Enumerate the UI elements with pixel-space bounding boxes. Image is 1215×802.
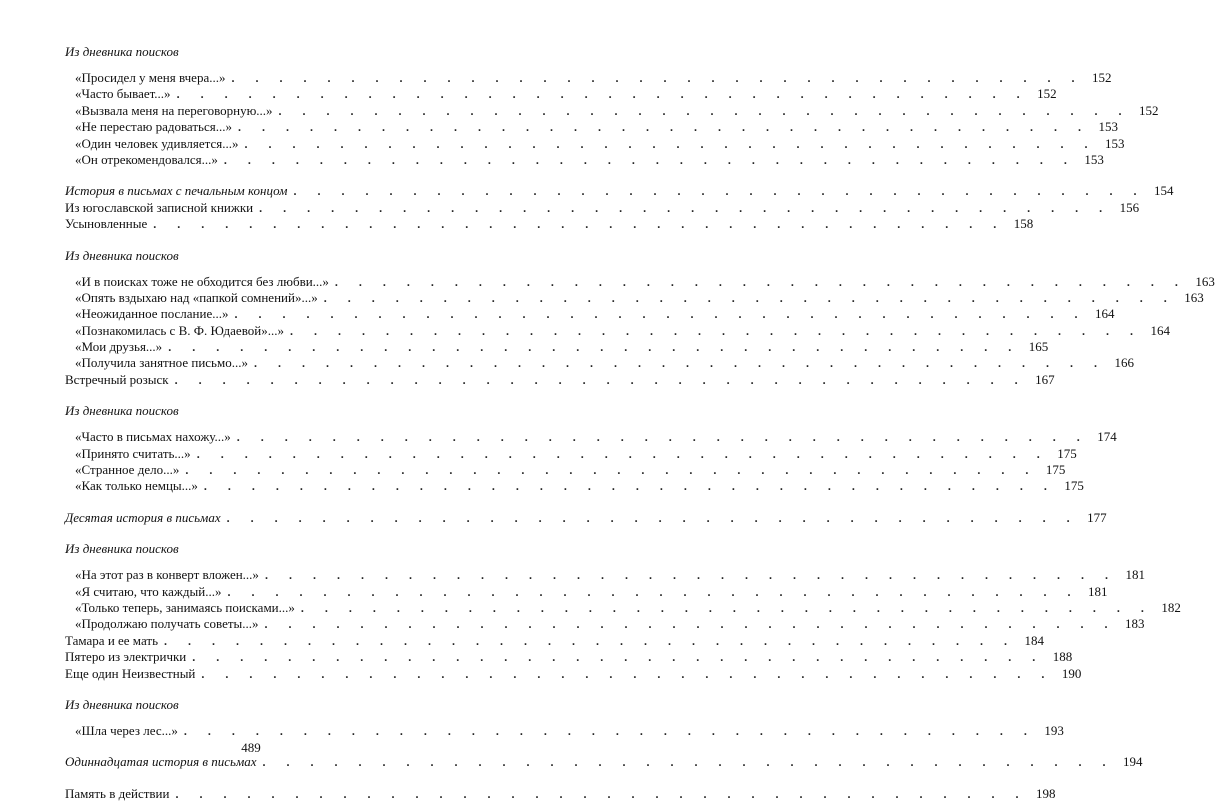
toc-entry[interactable] <box>65 135 1125 152</box>
dot-leader: . . . . . . . . . . . . . . . . . . . . . . . . . . . . . . . . . . . . <box>168 340 1021 355</box>
toc-entry-title: «Я считаю, что каждый...» <box>75 583 222 599</box>
dot-leader: . . . . . . . . . . . . . . . . . . . . . . . . . . . . . . . . . . . . <box>226 510 1079 525</box>
toc-entry[interactable] <box>65 509 1107 526</box>
dot-leader: . . . . . . . . . . . . . . . . . . . . . . . . . . . . . . . . . . . . <box>203 479 1056 494</box>
dot-leader: . . . . . . . . . . . . . . . . . . . . . . . . . . . . . . . . . . . . <box>264 568 1117 583</box>
toc-entry-title: Десятая история в письмах <box>65 509 221 525</box>
dot-leader: . . . . . . . . . . . . . . . . . . . . . . . . . . . . . . . . . . . . <box>192 650 1045 665</box>
dot-leader: . . . . . . . . . . . . . . . . . . . . . . . . . . . . . . . . . . . . <box>201 666 1054 681</box>
toc-entry-title: Еще один Неизвестный <box>65 665 196 681</box>
toc-entry-page: 152 <box>1037 86 1057 102</box>
toc-entry-title: «Просидел у меня вчера...» <box>75 70 226 85</box>
table-of-contents <box>65 44 1215 802</box>
toc-entry[interactable] <box>65 429 1117 445</box>
section-gap <box>65 168 435 183</box>
dot-leader: . . . . . . . . . . . . . . . . . . . . . . . . . . . . . . . . . . . . <box>262 755 1115 770</box>
toc-entry-title: «Познакомилась с В. Ф. Юдаевой»...» <box>75 322 284 338</box>
dot-leader: . . . . . . . . . . . . . . . . . . . . . . . . . . . . . . . . . . . . <box>234 307 1087 322</box>
section-gap <box>65 388 435 403</box>
toc-entry-page: 152 <box>1139 102 1159 118</box>
toc-entry[interactable] <box>65 445 1077 462</box>
dot-leader: . . . . . . . . . . . . . . . . . . . . . . . . . . . . . . . . . . . . <box>185 463 1038 478</box>
toc-entry-page: 190 <box>1061 665 1082 681</box>
toc-entry-title: «Принято считать...» <box>75 445 191 461</box>
section-heading: Из дневника поисков <box>65 247 179 263</box>
toc-entry[interactable] <box>65 355 1134 371</box>
section-heading: Из дневника поисков <box>65 403 179 419</box>
toc-entry-title: «Опять вздыхаю над «папкой сомнений»...» <box>75 289 318 305</box>
dot-leader: . . . . . . . . . . . . . . . . . . . . . . . . . . . . . . . . . . . . <box>259 200 1112 215</box>
heading-gap <box>65 60 435 70</box>
dot-leader: . . . . . . . . . . . . . . . . . . . . . . . . . . . . . . . . . . . . <box>175 786 1028 801</box>
toc-entry[interactable] <box>65 322 1170 339</box>
dot-leader: . . . . . . . . . . . . . . . . . . . . . . . . . . . . . . . . . . . . <box>253 356 1106 371</box>
toc-entry-title: «На этот раз в конверт вложен...» <box>75 567 259 583</box>
toc-entry-page: 175 <box>1064 478 1084 494</box>
toc-entry-page: 167 <box>1035 371 1055 387</box>
toc-entry[interactable] <box>65 199 1140 216</box>
toc-entry[interactable] <box>65 722 1064 739</box>
dot-leader: . . . . . . . . . . . . . . . . . . . . . . . . . . . . . . . . . . . . <box>293 184 1146 199</box>
toc-entry-page: 153 <box>1104 135 1125 151</box>
toc-entry-title: «Шла через лес...» <box>75 722 178 738</box>
dot-leader: . . . . . . . . . . . . . . . . . . . . . . . . . . . . . . . . . . . . <box>237 120 1090 135</box>
toc-entry-title: Память в действии <box>65 785 170 801</box>
toc-entry-page: 183 <box>1125 616 1145 632</box>
dot-leader: . . . . . . . . . . . . . . . . . . . . . . . . . . . . . . . . . . . . <box>278 103 1131 118</box>
dot-leader: . . . . . . . . . . . . . . . . . . . . . . . . . . . . . . . . . . . . <box>164 633 1016 648</box>
toc-entry[interactable] <box>65 665 1082 682</box>
toc-entry-title: История в письмах с печальным концом <box>65 183 288 199</box>
dot-leader: . . . . . . . . . . . . . . . . . . . . . . . . . . . . . . . . . . . . <box>323 290 1176 305</box>
toc-entry[interactable] <box>65 306 1115 322</box>
page-number: 489 <box>241 740 261 755</box>
toc-entry-title: «Как только немцы...» <box>75 478 198 494</box>
toc-entry-page: 163 <box>1184 289 1204 305</box>
toc-entry[interactable] <box>65 616 1145 632</box>
toc-entry[interactable] <box>65 273 1215 290</box>
toc-entry-title: «Мои друзья...» <box>75 339 163 355</box>
dot-leader: . . . . . . . . . . . . . . . . . . . . . . . . . . . . . . . . . . . . <box>236 430 1089 445</box>
toc-entry-page: 154 <box>1153 183 1174 199</box>
toc-entry[interactable] <box>65 216 1034 232</box>
dot-leader: . . . . . . . . . . . . . . . . . . . . . . . . . . . . . . . . . . . . <box>289 323 1142 338</box>
toc-entry-title: Встречный розыск <box>65 371 169 387</box>
toc-entry-title: «Продолжаю получать советы...» <box>75 616 259 632</box>
toc-entry-page: 156 <box>1119 199 1140 215</box>
toc-entry-page: 165 <box>1028 339 1049 355</box>
dot-leader: . . . . . . . . . . . . . . . . . . . . . . . . . . . . . . . . . . . . <box>153 217 1006 232</box>
toc-entry-title: «Часто бывает...» <box>75 86 171 102</box>
dot-leader: . . . . . . . . . . . . . . . . . . . . . . . . . . . . . . . . . . . . <box>174 372 1027 387</box>
toc-entry[interactable] <box>65 86 1057 102</box>
toc-entry-page: 193 <box>1044 722 1064 738</box>
section-heading: Из дневника поисков <box>65 541 179 557</box>
toc-entry-page: 164 <box>1095 306 1115 322</box>
toc-entry-page: 153 <box>1084 151 1104 167</box>
dot-leader: . . . . . . . . . . . . . . . . . . . . . . . . . . . . . . . . . . . . <box>223 152 1076 167</box>
toc-entry[interactable] <box>65 119 1118 135</box>
toc-entry-page: 177 <box>1087 509 1107 525</box>
dot-leader: . . . . . . . . . . . . . . . . . . . . . . . . . . . . . . . . . . . . <box>334 274 1187 289</box>
toc-entry-page: 153 <box>1098 119 1118 135</box>
toc-entry-page: 175 <box>1057 445 1077 461</box>
toc-entry-page: 198 <box>1035 785 1056 801</box>
toc-entry-title: «Получила занятное письмо...» <box>75 355 248 371</box>
toc-entry[interactable] <box>65 151 1104 168</box>
toc-entry-title: «Странное дело...» <box>75 462 180 478</box>
toc-entry-title: «Неожиданное послание...» <box>75 306 229 322</box>
toc-entry[interactable] <box>65 462 1066 478</box>
section-heading: Из дневника поисков <box>65 696 179 712</box>
dot-leader: . . . . . . . . . . . . . . . . . . . . . . . . . . . . . . . . . . . . <box>231 71 1084 85</box>
section-gap <box>65 682 435 697</box>
toc-entry[interactable] <box>65 371 1055 388</box>
toc-entry[interactable] <box>65 583 1108 600</box>
toc-entry-page: 182 <box>1161 599 1181 615</box>
toc-entry-title: «Не перестаю радоваться...» <box>75 119 232 135</box>
section-gap <box>65 526 435 541</box>
toc-entry[interactable] <box>65 339 1049 355</box>
toc-entry[interactable] <box>65 599 1181 616</box>
dot-leader: . . . . . . . . . . . . . . . . . . . . . . . . . . . . . . . . . . . . <box>176 87 1029 102</box>
toc-entry[interactable] <box>65 102 1159 119</box>
heading-gap <box>65 419 435 429</box>
toc-entry-title: Пятеро из электрички <box>65 649 187 665</box>
dot-leader: . . . . . . . . . . . . . . . . . . . . . . . . . . . . . . . . . . . . <box>244 136 1097 151</box>
toc-entry-title: «И в поисках тоже не обходится без любви...» <box>75 273 329 289</box>
heading-gap <box>65 557 435 567</box>
toc-entry-page: 174 <box>1097 429 1117 445</box>
toc-entry-title: Одиннадцатая история в письмах <box>65 754 257 770</box>
toc-entry-title: Тамара и ее мать <box>65 632 158 648</box>
toc-entry-page: 184 <box>1024 632 1044 648</box>
heading-gap <box>65 713 435 723</box>
toc-entry[interactable] <box>65 754 1143 770</box>
section-gap <box>65 771 435 786</box>
heading-gap <box>65 264 435 274</box>
toc-entry-page: 164 <box>1150 322 1170 338</box>
toc-entry-page: 194 <box>1123 754 1143 770</box>
toc-entry-title: Усыновленные <box>65 216 148 232</box>
toc-entry[interactable] <box>65 183 1174 199</box>
section-gap <box>65 233 435 248</box>
toc-entry-page: 181 <box>1087 583 1108 599</box>
toc-entry-title: «Он отрекомендовался...» <box>75 151 218 167</box>
toc-entry-page: 152 <box>1091 70 1112 85</box>
toc-entry-title: «Один человек удивляется...» <box>75 135 239 151</box>
dot-leader: . . . . . . . . . . . . . . . . . . . . . . . . . . . . . . . . . . . . <box>300 600 1153 615</box>
dot-leader: . . . . . . . . . . . . . . . . . . . . . . . . . . . . . . . . . . . . <box>183 723 1036 738</box>
toc-entry[interactable] <box>65 649 1073 665</box>
toc-entry[interactable] <box>65 632 1044 649</box>
toc-entry-page: 188 <box>1052 649 1073 665</box>
section-heading: Из дневника поисков <box>65 44 179 59</box>
section-gap <box>65 495 435 510</box>
toc-entry-title: «Часто в письмах нахожу...» <box>75 429 231 445</box>
toc-entry[interactable] <box>65 785 1056 802</box>
toc-entry-title: «Вызвала меня на переговорную...» <box>75 102 273 118</box>
toc-entry[interactable] <box>65 478 1084 494</box>
toc-entry-page: 181 <box>1125 567 1145 583</box>
toc-entry-page: 158 <box>1013 216 1034 232</box>
toc-entry-page: 163 <box>1195 273 1215 289</box>
toc-entry[interactable] <box>65 70 1112 86</box>
dot-leader: . . . . . . . . . . . . . . . . . . . . . . . . . . . . . . . . . . . . <box>227 584 1080 599</box>
toc-entry-title: «Только теперь, занимаясь поисками...» <box>75 599 295 615</box>
toc-entry-title: Из югославской записной книжки <box>65 199 254 215</box>
dot-leader: . . . . . . . . . . . . . . . . . . . . . . . . . . . . . . . . . . . . <box>196 446 1049 461</box>
toc-entry-page: 175 <box>1045 462 1066 478</box>
toc-entry[interactable] <box>65 289 1204 306</box>
dot-leader: . . . . . . . . . . . . . . . . . . . . . . . . . . . . . . . . . . . . <box>264 617 1117 632</box>
toc-entry[interactable] <box>65 567 1145 583</box>
toc-entry-page: 166 <box>1114 355 1134 371</box>
